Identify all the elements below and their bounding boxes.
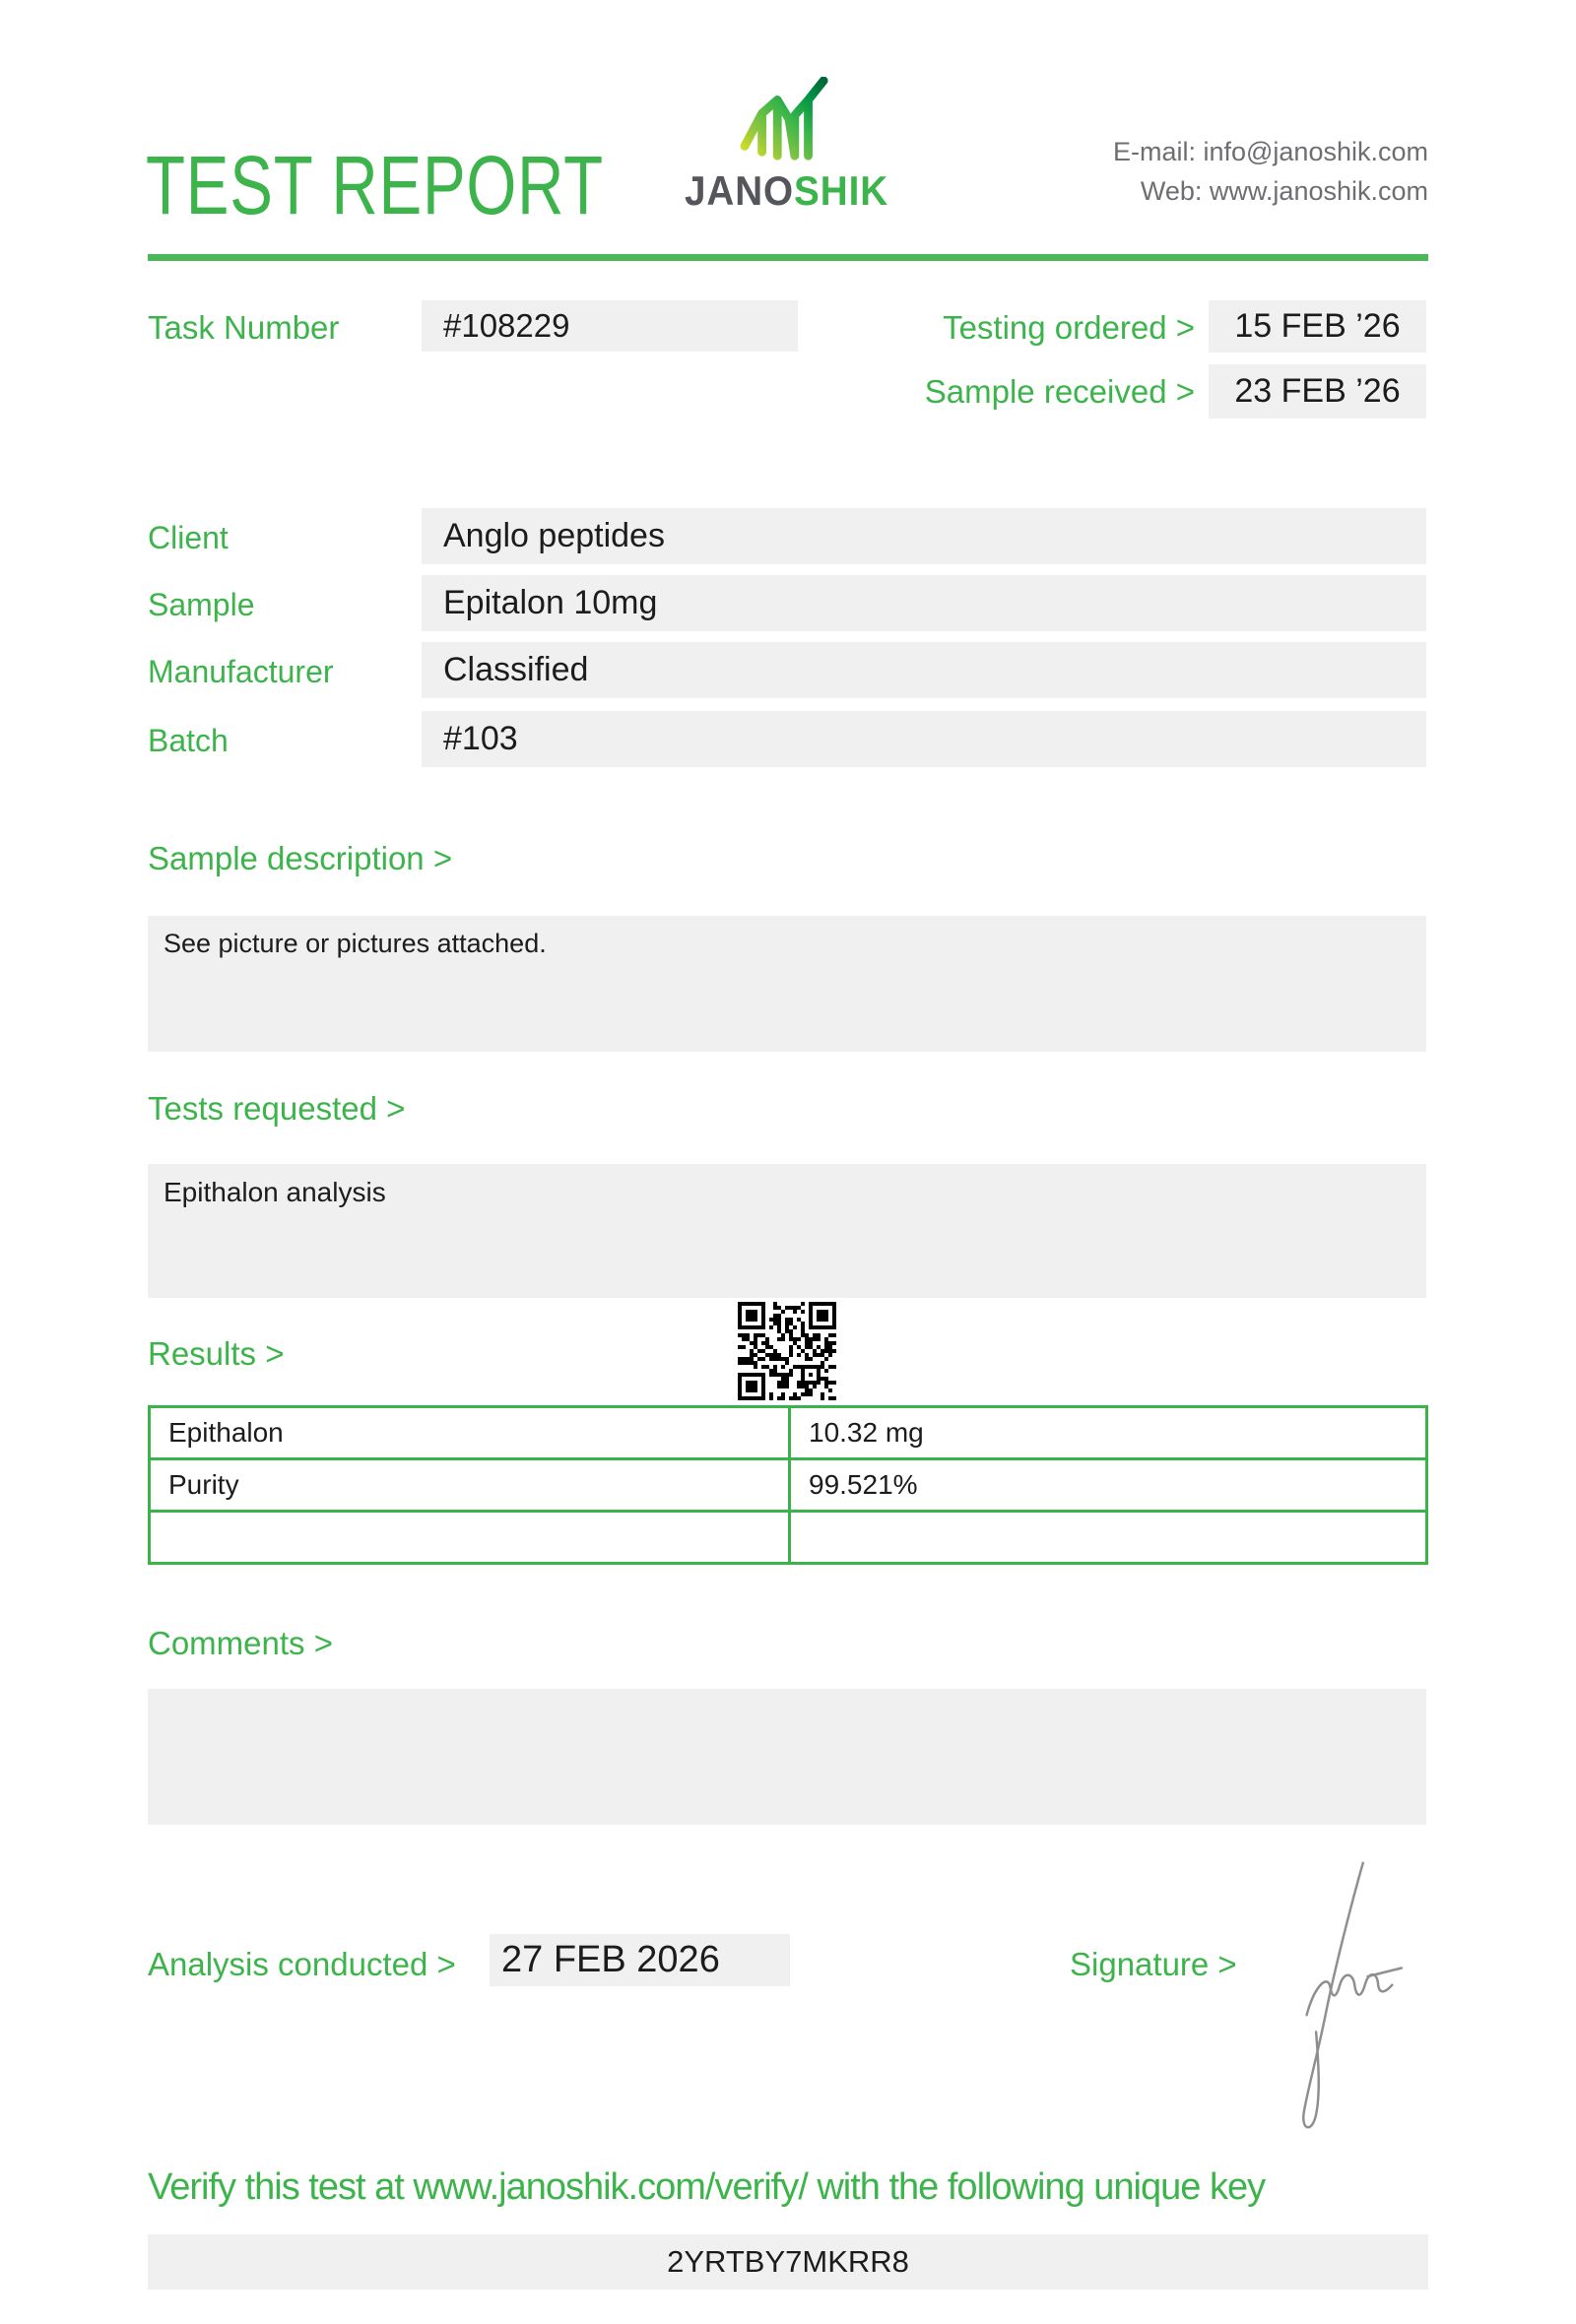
logo-text-shik: SHIK bbox=[794, 167, 889, 214]
analysis-conducted-label: Analysis conducted > bbox=[148, 1946, 456, 1982]
result-name: Purity bbox=[150, 1459, 790, 1512]
sample-received-label: Sample received > bbox=[924, 373, 1195, 410]
janoshik-logo-wordmark bbox=[685, 167, 888, 215]
signature-label: Signature > bbox=[1070, 1946, 1237, 1982]
signature-image bbox=[1264, 1857, 1413, 2139]
contact-email: E-mail: info@janoshik.com bbox=[1112, 137, 1428, 166]
table-row bbox=[150, 1407, 1427, 1459]
unique-key-value: 2YRTBY7MKRR8 bbox=[148, 2234, 1428, 2290]
sample-description-box bbox=[148, 916, 1426, 1052]
results-table bbox=[148, 1405, 1428, 1565]
result-value bbox=[790, 1512, 1427, 1564]
result-name: Epithalon bbox=[150, 1407, 790, 1459]
batch-label: Batch bbox=[148, 723, 229, 758]
manufacturer-label: Manufacturer bbox=[148, 654, 334, 689]
task-number-value: #108229 bbox=[422, 300, 798, 352]
testing-ordered-label: Testing ordered > bbox=[943, 309, 1195, 346]
manufacturer-value: Classified bbox=[422, 642, 1426, 698]
testing-ordered-date: 15 FEB ’26 bbox=[1209, 300, 1426, 353]
sample-description-heading: Sample description > bbox=[148, 840, 453, 876]
qr-code bbox=[738, 1302, 836, 1400]
results-heading: Results > bbox=[148, 1335, 285, 1372]
sample-label: Sample bbox=[148, 587, 255, 622]
sample-value: Epitalon 10mg bbox=[422, 575, 1426, 631]
verify-instruction: Verify this test at www.janoshik.com/verify/ with the following unique key bbox=[148, 2166, 1266, 2208]
header-divider bbox=[148, 254, 1428, 261]
tests-requested-heading: Tests requested > bbox=[148, 1090, 406, 1127]
analysis-conducted-date: 27 FEB 2026 bbox=[490, 1934, 790, 1986]
table-row bbox=[150, 1512, 1427, 1564]
batch-value: #103 bbox=[422, 711, 1426, 767]
client-value: Anglo peptides bbox=[422, 508, 1426, 564]
comments-heading: Comments > bbox=[148, 1625, 333, 1661]
task-number-label: Task Number bbox=[148, 309, 340, 346]
sample-received-date: 23 FEB ’26 bbox=[1209, 364, 1426, 419]
sample-description-text: See picture or pictures attached. bbox=[164, 929, 547, 958]
janoshik-logo-icon bbox=[739, 77, 835, 163]
table-row bbox=[150, 1459, 1427, 1512]
contact-block bbox=[975, 132, 1428, 211]
tests-requested-text: Epithalon analysis bbox=[164, 1177, 386, 1207]
client-label: Client bbox=[148, 520, 229, 555]
page-title: TEST REPORT bbox=[146, 139, 604, 231]
contact-web: Web: www.janoshik.com bbox=[1140, 176, 1428, 206]
result-value: 10.32 mg bbox=[790, 1407, 1427, 1459]
logo-text-jano: JANO bbox=[685, 167, 795, 214]
tests-requested-box bbox=[148, 1164, 1426, 1298]
result-value: 99.521% bbox=[790, 1459, 1427, 1512]
comments-box bbox=[148, 1689, 1426, 1825]
result-name bbox=[150, 1512, 790, 1564]
